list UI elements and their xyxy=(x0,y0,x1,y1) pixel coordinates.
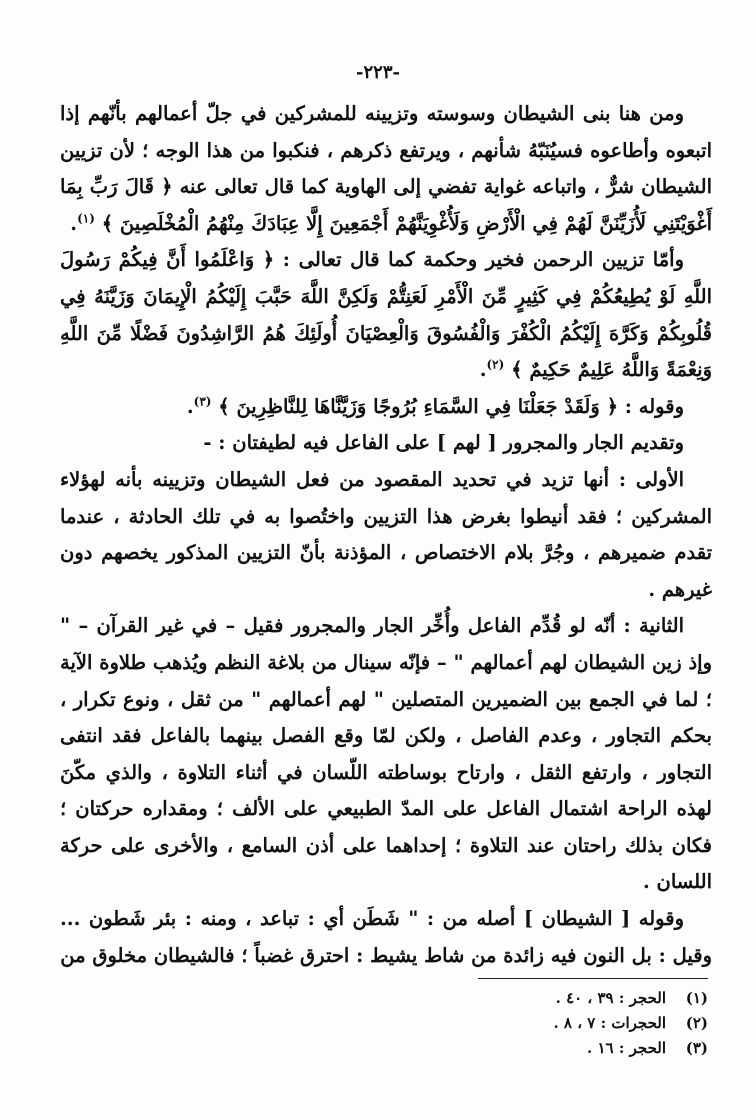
paragraph-text: الثانية : أنّه لو قُدِّم الفاعل وأُخِّر الجار والمجرور فقيل – في غير القرآن – " وإذ زين الشيطان لهم أعمالهم " – فإنّه سينال من بلاغة النظم ويُذهب طلاوة الآية ؛ لما في الجمع بين الضميرين المتصلين " لهم أعمالهم " من ثقل ، ونوع تكرار ، بحكم التجاور ، وعدم الفاصل ، ولكن لمّا وقع الفصل بينهما بالفاعل فقد انتفى التجاور ، وارتفع الثقل ، وارتاح بوساطته اللّسان في أثناء التلاوة ، والذي مكّنَ لهذه الراحة اشتمال الفاعل على المدّ الطبيعي على الألف ؛ ومقداره حركتان ؛ فكان بذلك راحتان عند التلاوة ؛ إحداهما على أذن السامع ، والأخرى على حركة اللسان . xyxy=(60,614,712,894)
paragraph-text: وأمّا تزيين الرحمن فخير وحكمة كما قال تعالى : ﴿ وَاعْلَمُوا أَنَّ فِيكُمْ رَسُولَ اللَّهِ لَوْ يُطِيعُكُمْ فِي كَثِيرٍ مِّنَ الْأَمْرِ لَعَنِتُّمْ وَلَكِنَّ اللَّهَ حَبَّبَ إِلَيْكُمُ الْإِيمَانَ وَزَيَّنَهُ فِي قُلُوبِكُمْ وَكَرَّهَ إِلَيْكُمُ الْكُفْرَ وَالْفُسُوقَ وَالْعِصْيَانَ أُولَئِكَ هُمُ الرَّاشِدُونَ فَضْلًا مِّنَ اللَّهِ وَنِعْمَةً وَاللَّهُ عَلِيمٌ حَكِيمٌ ﴾ xyxy=(60,248,712,382)
paragraph-text: وتقديم الجار والمجرور [ لهم ] على الفاعل فيه لطيفتان : - xyxy=(203,431,684,455)
paragraph-tail: . xyxy=(70,211,78,235)
footnote-divider xyxy=(478,978,708,979)
footnotes xyxy=(308,986,708,1061)
paragraph xyxy=(60,425,712,462)
footnote-marker: (٣) xyxy=(193,394,212,409)
paragraph xyxy=(60,608,712,901)
footnote-marker: (٢) xyxy=(486,357,505,372)
paragraph xyxy=(60,462,712,608)
footnote-text: الحجر : ٣٩ ، ٤٠ . xyxy=(555,989,666,1007)
paragraph-text: وقوله : ﴿ وَلَقَدْ جَعَلْنَا فِي السَّمَاءِ بُرُوجًا وَزَيَّنَّاهَا لِلنَّاظِرِينَ ﴾ xyxy=(218,394,684,418)
paragraph xyxy=(60,389,712,426)
paragraph-text: وقوله [ الشيطان ] أصله من : " شَطَن أي : تباعد ، ومنه : بئر شَطون ... وقيل : بل النون فيه زائدة من شاط يشيط : احترق غضباً ؛ فالشيطان مخلوق من xyxy=(60,907,712,967)
paragraph xyxy=(60,96,712,242)
footnote-number: (٣) xyxy=(685,1039,708,1057)
page-number: -٢٢٣- xyxy=(356,62,400,83)
main-text xyxy=(60,96,712,974)
footnote-marker: (١) xyxy=(77,211,95,226)
footnote-text: الحجر : ١٦ . xyxy=(587,1039,666,1057)
footnote xyxy=(308,1011,708,1036)
footnote-text: الحجرات : ٧ ، ٨ . xyxy=(553,1014,666,1032)
footnote xyxy=(308,1036,708,1061)
footnote-number: (١) xyxy=(685,989,708,1007)
paragraph xyxy=(60,901,712,974)
paragraph-tail: . xyxy=(186,394,194,418)
footnote xyxy=(308,986,708,1011)
paragraph-text: الأولى : أنها تزيد في تحديد المقصود من فعل الشيطان وتزيينه بأنه لهؤلاء المشركين ؛ فقد أنيطوا بغرض هذا التزيين واختُصوا به في تلك الحادثة ، عندما تقدم ضميرهم ، وجُرَّ بلام الاختصاص ، المؤذنة بأنّ التزيين المذكور يخصهم دون غيرهم . xyxy=(60,467,712,601)
paragraph xyxy=(60,242,712,388)
paragraph-text: ومن هنا بنى الشيطان وسوسته وتزيينه للمشركين في جلّ أعمالهم بأنّهم إذا اتبعوه وأطاعوه فسيُنَبّهُ شأنهم ، ويرتفع ذكرهم ، فنكبوا من هذا الوجه ؛ لأن تزيين الشيطان شرٌّ ، واتباعه غواية تفضي إلى الهاوية كما قال تعالى عنه ﴿ قَالَ رَبِّ بِمَا أَغْوَيْتَنِي لَأُزَيِّنَنَّ لَهُمْ فِي الْأَرْضِ وَلَأُغْوِيَنَّهُمْ أَجْمَعِينَ إِلَّا عِبَادَكَ مِنْهُمُ الْمُخْلَصِينَ ﴾ xyxy=(60,102,712,235)
paragraph-tail: . xyxy=(479,358,487,382)
footnote-number: (٢) xyxy=(685,1014,708,1032)
